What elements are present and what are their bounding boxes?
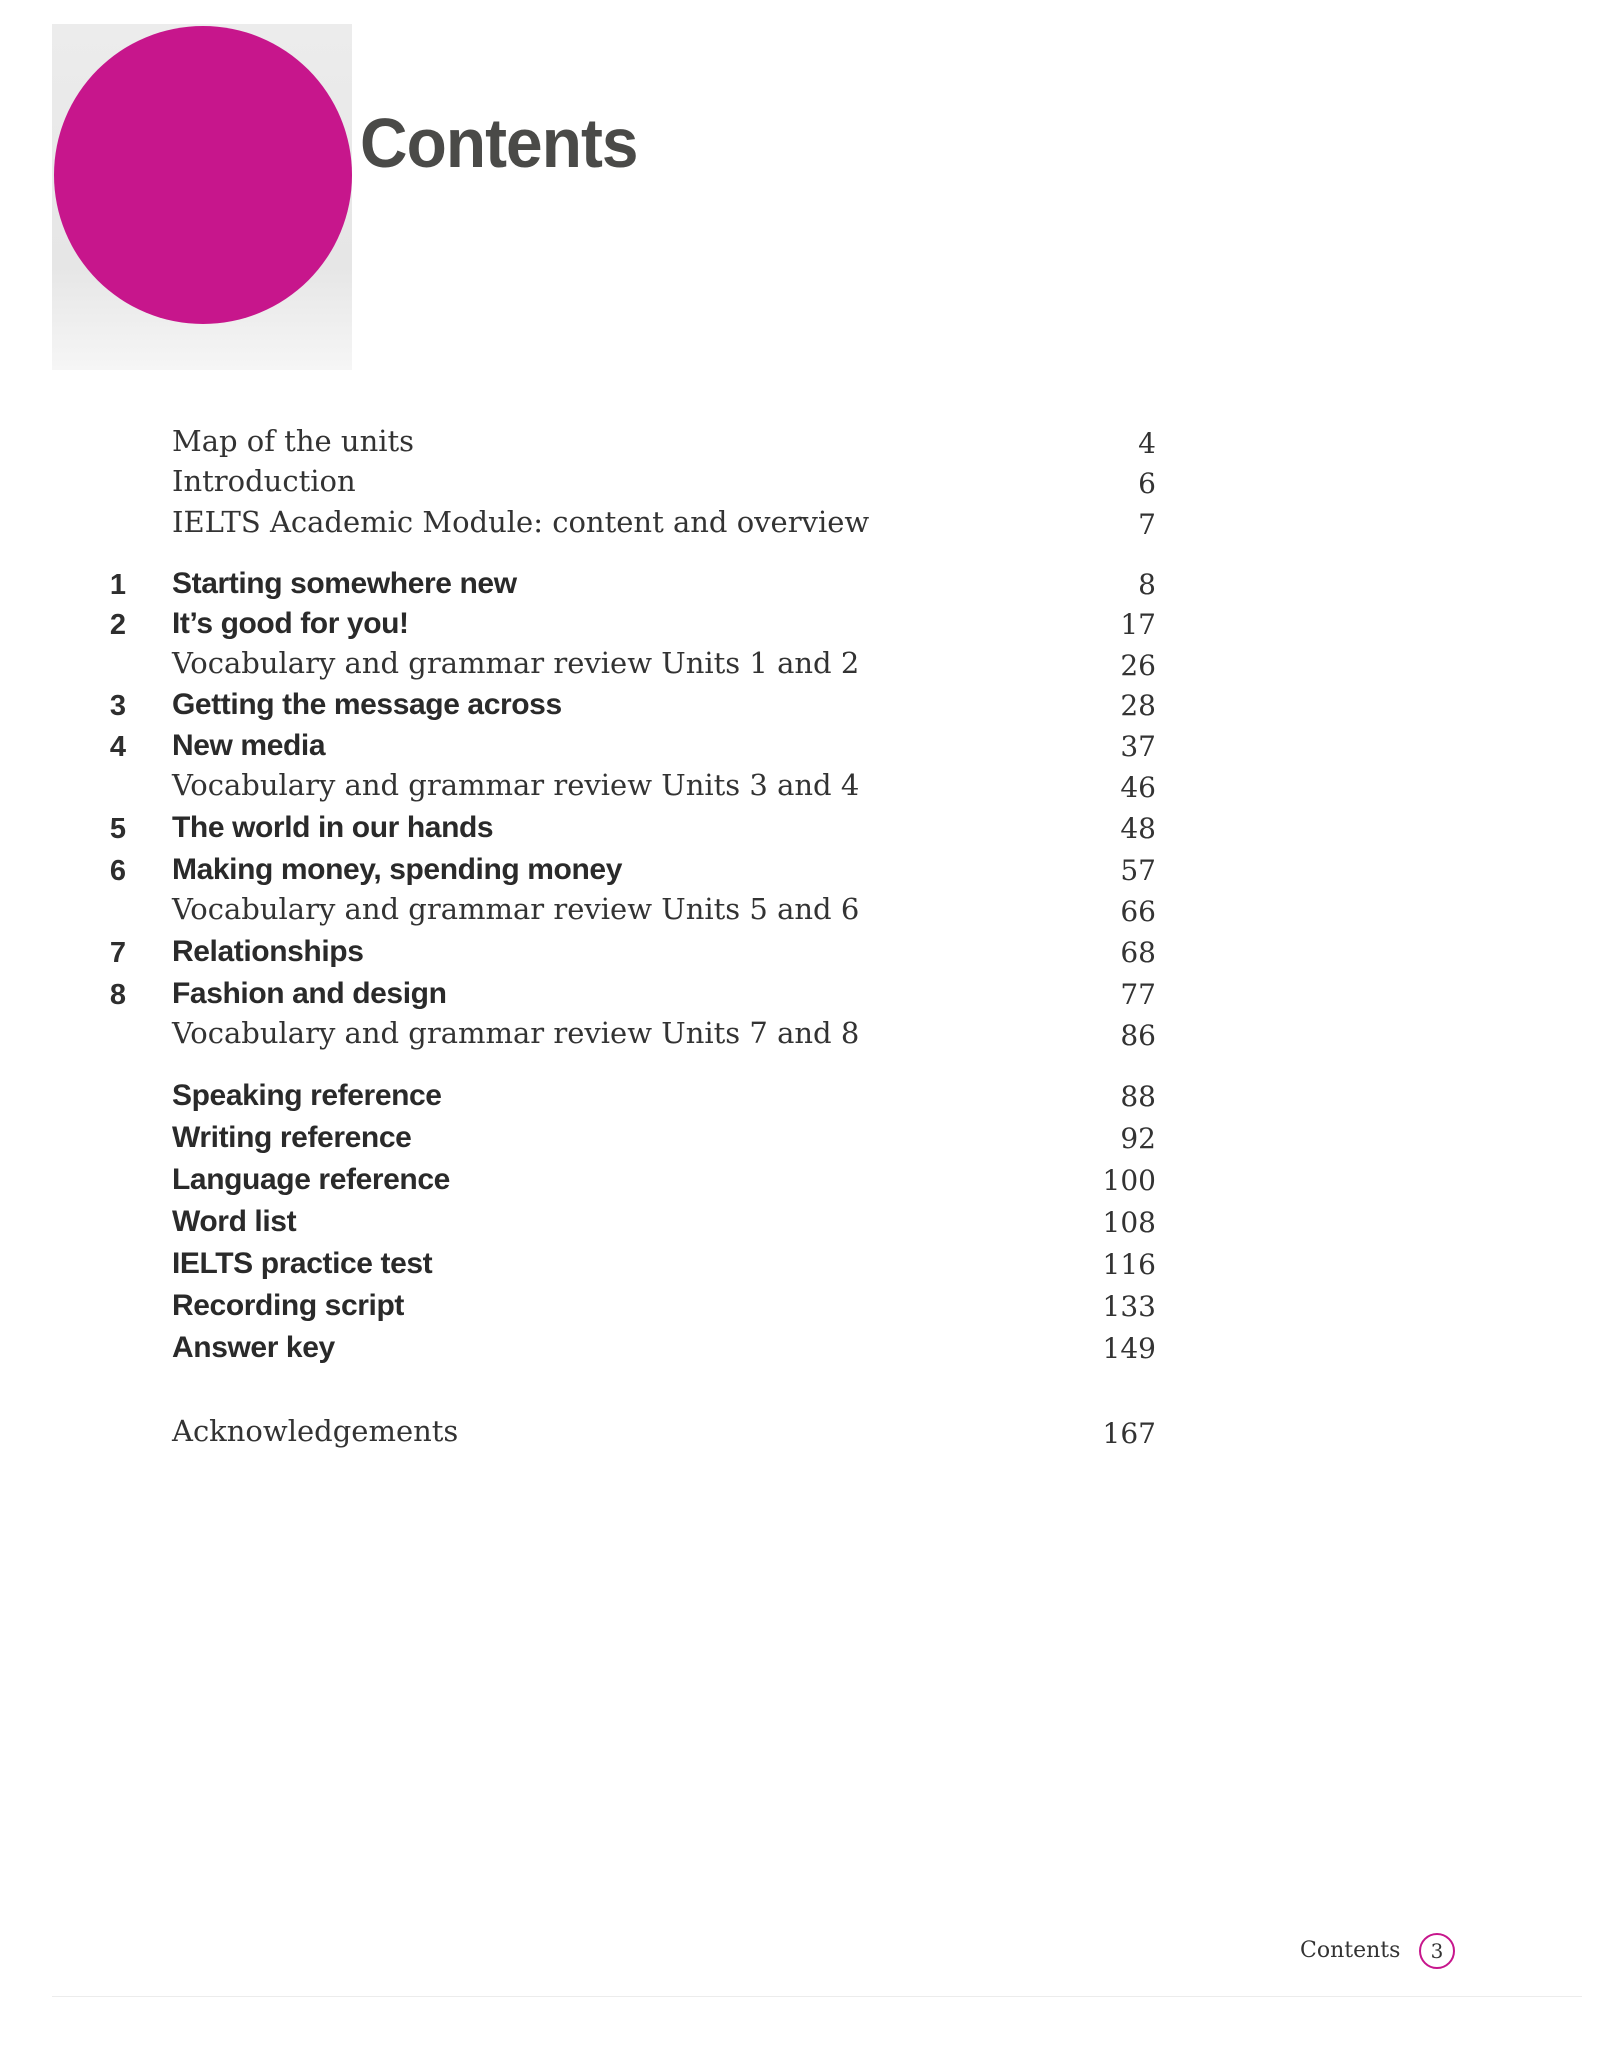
toc-entry-label: Vocabulary and grammar review Units 5 and 6 bbox=[172, 892, 860, 926]
toc-entry[interactable] bbox=[0, 851, 1610, 893]
toc-page-number: 28 bbox=[1120, 689, 1156, 722]
toc-entry-label: Word list bbox=[172, 1205, 297, 1238]
toc-page-number: 68 bbox=[1120, 936, 1156, 969]
toc-page-number: 7 bbox=[1138, 508, 1156, 541]
toc-entry[interactable] bbox=[0, 933, 1610, 975]
toc-entry-label: Recording script bbox=[172, 1289, 404, 1322]
toc-entry[interactable] bbox=[0, 464, 1610, 506]
toc-entry[interactable] bbox=[0, 505, 1610, 547]
toc-entry[interactable] bbox=[0, 768, 1610, 810]
toc-entry[interactable] bbox=[0, 727, 1610, 769]
toc-entry-label: Relationships bbox=[172, 935, 364, 968]
toc-page-number: 133 bbox=[1102, 1290, 1156, 1323]
toc-entry-label: Speaking reference bbox=[172, 1079, 442, 1112]
toc-page-number: 26 bbox=[1120, 649, 1156, 682]
toc-page-number: 57 bbox=[1120, 854, 1156, 887]
toc-page-number: 86 bbox=[1120, 1019, 1156, 1052]
footer-label: Contents bbox=[1300, 1938, 1401, 1963]
toc-entry-label: IELTS Academic Module: content and overview bbox=[172, 505, 870, 539]
toc-entry-label: Vocabulary and grammar review Units 7 and 8 bbox=[172, 1016, 860, 1050]
toc-entry-label: Answer key bbox=[172, 1331, 335, 1364]
toc-page-number: 48 bbox=[1120, 812, 1156, 845]
toc-unit-number: 7 bbox=[109, 937, 127, 969]
toc-page-number: 88 bbox=[1120, 1080, 1156, 1113]
toc-entry[interactable] bbox=[0, 809, 1610, 851]
bottom-divider bbox=[52, 1996, 1582, 1997]
toc-entry-label: Starting somewhere new bbox=[172, 567, 517, 600]
toc-entry[interactable] bbox=[0, 1245, 1610, 1287]
toc-entry-label: Vocabulary and grammar review Units 1 and 2 bbox=[172, 646, 860, 680]
toc-unit-number: 8 bbox=[109, 979, 127, 1011]
toc-entry[interactable] bbox=[0, 565, 1610, 607]
toc-entry-label: It’s good for you! bbox=[172, 607, 409, 640]
toc-entry[interactable] bbox=[0, 892, 1610, 934]
toc-entry[interactable] bbox=[0, 1119, 1610, 1161]
toc-entry[interactable] bbox=[0, 1414, 1610, 1456]
toc-unit-number: 5 bbox=[109, 813, 127, 845]
toc-entry[interactable] bbox=[0, 646, 1610, 688]
toc-unit-number: 2 bbox=[109, 609, 127, 641]
toc-entry-label: Introduction bbox=[172, 464, 356, 498]
toc-entry-label: Vocabulary and grammar review Units 3 and 4 bbox=[172, 768, 860, 802]
toc-entry-label: Fashion and design bbox=[172, 977, 447, 1010]
toc-unit-number: 4 bbox=[109, 731, 127, 763]
toc-entry[interactable] bbox=[0, 1329, 1610, 1371]
toc-page-number: 6 bbox=[1138, 467, 1156, 500]
toc-entry[interactable] bbox=[0, 1203, 1610, 1245]
toc-entry-label: Map of the units bbox=[172, 424, 415, 458]
toc-entry-label: IELTS practice test bbox=[172, 1247, 433, 1280]
toc-entry-label: Writing reference bbox=[172, 1121, 412, 1154]
toc-page-number: 92 bbox=[1120, 1122, 1156, 1155]
toc-page-number: 37 bbox=[1120, 730, 1156, 763]
page-title: Contents bbox=[360, 104, 638, 182]
toc-page-number: 66 bbox=[1120, 895, 1156, 928]
toc-page-number: 17 bbox=[1120, 608, 1156, 641]
magenta-circle-decoration bbox=[54, 26, 352, 324]
toc-page-number: 149 bbox=[1102, 1332, 1156, 1365]
page-number-badge bbox=[1419, 1933, 1455, 1969]
toc-page-number: 108 bbox=[1102, 1206, 1156, 1239]
toc-entry-label: Making money, spending money bbox=[172, 853, 622, 886]
page-number: 3 bbox=[1430, 1939, 1444, 1963]
toc-entry-label: Getting the message across bbox=[172, 688, 562, 721]
toc-unit-number: 6 bbox=[109, 855, 127, 887]
toc-entry[interactable] bbox=[0, 424, 1610, 466]
toc-entry-label: The world in our hands bbox=[172, 811, 494, 844]
toc-entry[interactable] bbox=[0, 1161, 1610, 1203]
toc-entry[interactable] bbox=[0, 975, 1610, 1017]
toc-entry-label: Language reference bbox=[172, 1163, 450, 1196]
toc-entry[interactable] bbox=[0, 1016, 1610, 1058]
toc-page-number: 77 bbox=[1120, 978, 1156, 1011]
toc-page-number: 116 bbox=[1102, 1248, 1156, 1281]
toc-page-number: 8 bbox=[1138, 568, 1156, 601]
toc-page-number: 4 bbox=[1138, 427, 1156, 460]
toc-entry[interactable] bbox=[0, 686, 1610, 728]
toc-page-number: 46 bbox=[1120, 771, 1156, 804]
toc-page-number: 167 bbox=[1102, 1417, 1156, 1450]
toc-entry-label: Acknowledgements bbox=[172, 1414, 459, 1448]
toc-entry[interactable] bbox=[0, 605, 1610, 647]
toc-entry[interactable] bbox=[0, 1077, 1610, 1119]
toc-page-number: 100 bbox=[1102, 1164, 1156, 1197]
toc-unit-number: 1 bbox=[109, 569, 127, 601]
toc-unit-number: 3 bbox=[109, 690, 127, 722]
toc-entry[interactable] bbox=[0, 1287, 1610, 1329]
toc-entry-label: New media bbox=[172, 729, 326, 762]
